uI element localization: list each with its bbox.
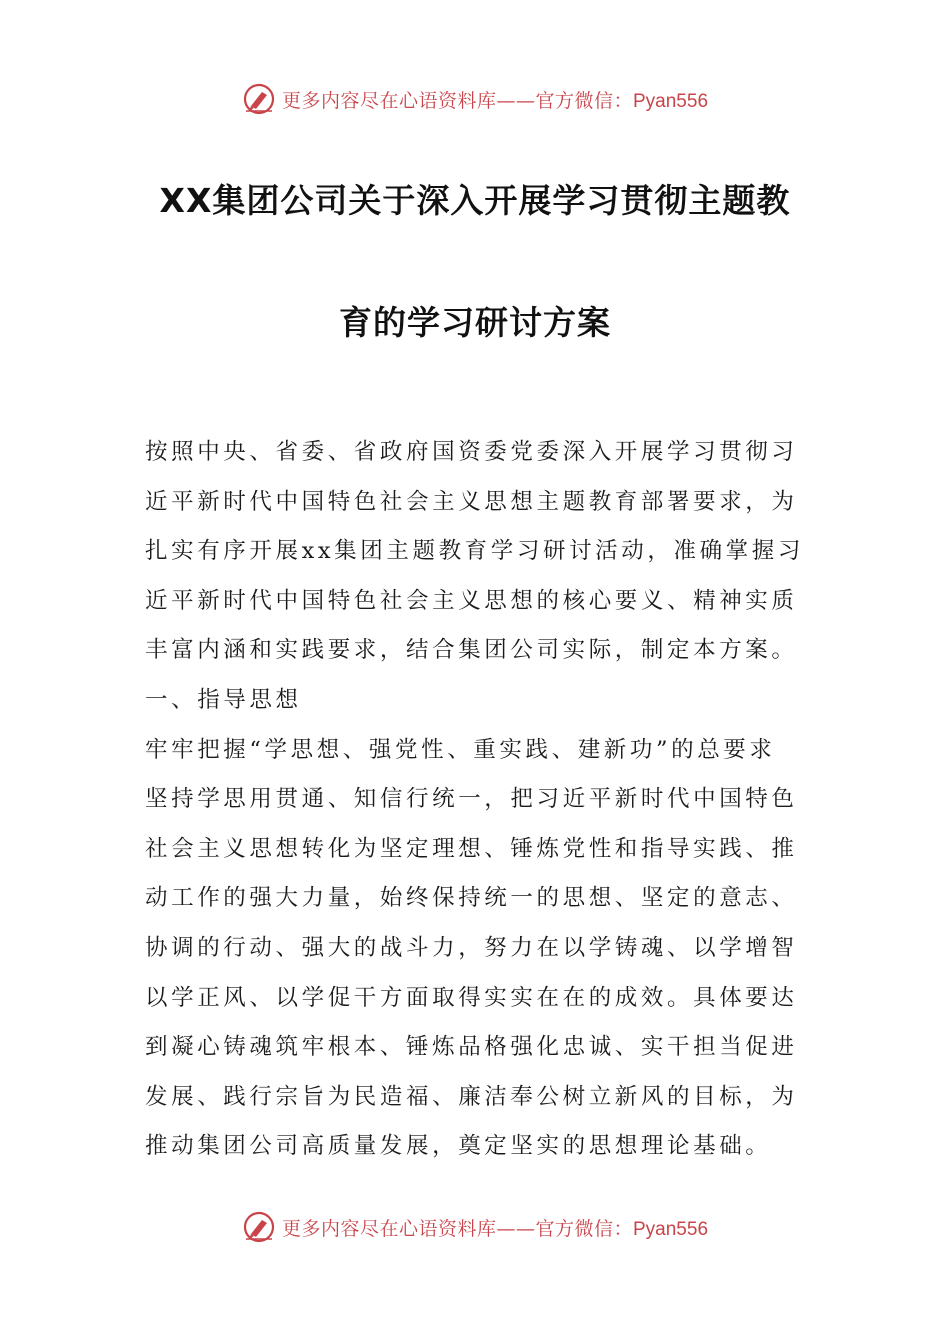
body-line: 发展、践行宗旨为民造福、廉洁奉公树立新风的目标，为 — [145, 1083, 798, 1110]
watermark-separator: —— — [496, 89, 536, 112]
body-line: 坚持学思用贯通、知信行统一，把习近平新时代中国特色 — [145, 786, 798, 813]
body-line: 社会主义思想转化为坚定理想、锤炼党性和指导实践、推 — [145, 835, 798, 862]
document-body — [145, 428, 805, 1172]
watermark-wechat-id: Pyan556 — [633, 1218, 709, 1240]
watermark-text — [282, 1214, 708, 1241]
watermark-main: 更多内容尽在心语资料库 — [281, 89, 497, 112]
body-line: 按照中央、省委、省政府国资委党委深入开展学习贯彻习 — [145, 439, 798, 465]
pen-nib-circle-icon — [242, 1210, 276, 1244]
document-title-line-2: 育的学习研讨方案 — [339, 303, 611, 342]
document-title-line-1: XX集团公司关于深入开展学习贯彻主题教 — [159, 181, 791, 220]
body-line: 牢牢把握“学思想、强党性、重实践、建新功”的总要求 — [145, 736, 776, 763]
body-line: 近平新时代中国特色社会主义思想的核心要义、精神实质 — [145, 587, 798, 614]
pen-nib-circle-icon — [242, 82, 276, 116]
section-heading: 一、指导思想 — [145, 686, 302, 713]
body-line: 到凝心铸魂筑牢根本、锤炼品格强化忠诚、实干担当促进 — [145, 1034, 798, 1061]
body-line: 近平新时代中国特色社会主义思想主题教育部署要求，为 — [145, 488, 798, 515]
watermark-label: 官方微信： — [535, 89, 633, 112]
body-line: 协调的行动、强大的战斗力，努力在以学铸魂、以学增智 — [145, 934, 798, 961]
body-line: 以学正风、以学促干方面取得实实在在的成效。具体要达 — [145, 984, 798, 1011]
watermark-label: 官方微信： — [535, 1217, 633, 1240]
watermark-wechat-id: Pyan556 — [633, 90, 709, 112]
watermark-main: 更多内容尽在心语资料库 — [281, 1217, 497, 1240]
body-line: 扎实有序开展xx集团主题教育学习研讨活动，准确掌握习 — [145, 538, 804, 565]
watermark-header — [0, 82, 950, 116]
watermark-separator: —— — [496, 1217, 536, 1240]
watermark-footer — [0, 1210, 950, 1244]
body-line: 丰富内涵和实践要求，结合集团公司实际，制定本方案。 — [145, 637, 798, 664]
body-line: 动工作的强大力量，始终保持统一的思想、坚定的意志、 — [145, 885, 798, 912]
body-line: 推动集团公司高质量发展，奠定坚实的思想理论基础。 — [145, 1133, 772, 1160]
watermark-text — [282, 86, 708, 113]
